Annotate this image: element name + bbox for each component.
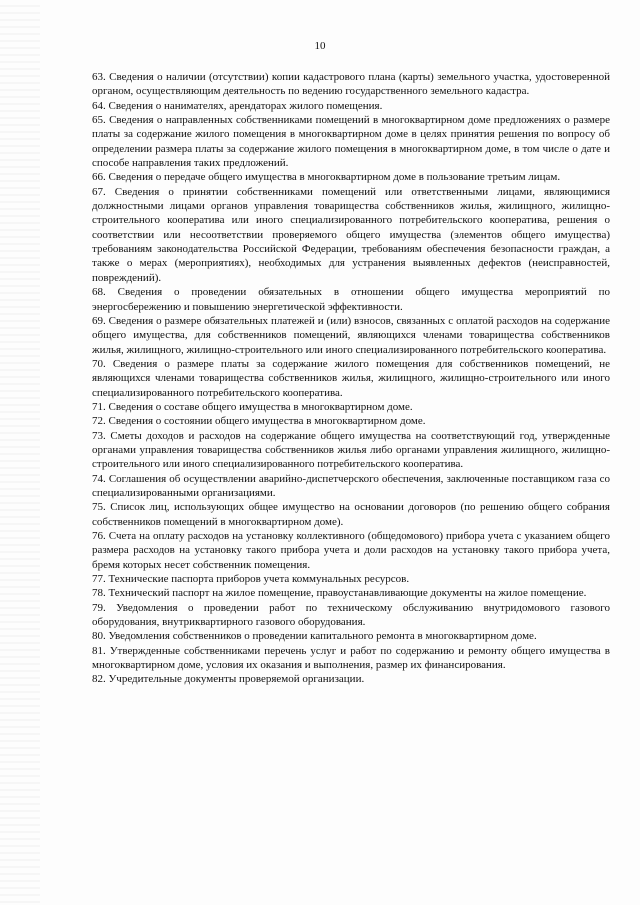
document-list xyxy=(92,70,610,687)
list-item: 73. Сметы доходов и расходов на содержание общего имущества на соответствующий год, утвержденные органами управления товарищества собственников жилья либо органами управления жилищного, жилищно-строительного или иного специализированного потребительского кооператива. xyxy=(92,429,610,471)
list-item: 70. Сведения о размере платы за содержание жилого помещения для собственников помещений, не являющихся членами товарищества собственников жилья, жилищного, жилищно-строительного или иного специализированного потребительского кооператива. xyxy=(92,357,610,399)
list-item: 69. Сведения о размере обязательных платежей и (или) взносов, связанных с оплатой расходов на содержание общего имущества, для собственников помещений, являющихся членами товарищества собственников жилья, жилищного, жилищно-строительного или иного специализированного потребительского кооператива. xyxy=(92,314,610,356)
list-item: 77. Технические паспорта приборов учета коммунальных ресурсов. xyxy=(92,573,410,586)
list-item: 64. Сведения о нанимателях, арендаторах жилого помещения. xyxy=(92,99,383,112)
list-item: 71. Сведения о составе общего имущества в многоквартирном доме. xyxy=(92,400,413,413)
list-item: 63. Сведения о наличии (отсутствии) копии кадастрового плана (карты) земельного участка, удостоверенной органом, осуществляющим деятельность по ведению государственного земельного кадастра. xyxy=(92,71,610,98)
list-item: 66. Сведения о передаче общего имущества в многоквартирном доме в пользование третьим лицам. xyxy=(92,171,561,184)
scan-margin-noise xyxy=(0,0,40,905)
list-item: 72. Сведения о состоянии общего имущества в многоквартирном доме. xyxy=(92,415,426,428)
list-item: 76. Счета на оплату расходов на установку коллективного (общедомового) прибора учета с указанием общего размера расходов на установку такого прибора учета и доли расходов на установку такого прибора учета, бремя которых несет собственник помещения. xyxy=(92,530,610,571)
list-item: 80. Уведомления собственников о проведении капитального ремонта в многоквартирном доме. xyxy=(92,630,537,643)
list-item: 68. Сведения о проведении обязательных в отношении общего имущества мероприятий по энергосбережению и повышению энергетической эффективности. xyxy=(92,286,610,313)
list-item: 82. Учредительные документы проверяемой организации. xyxy=(92,673,365,686)
list-item: 74. Соглашения об осуществлении аварийно-диспетчерского обеспечения, заключенные поставщиком газа со специализированными организациями. xyxy=(92,472,610,499)
list-item: 67. Сведения о принятии собственниками помещений или ответственными лицами, являющимися должностными лицами органов управления товарищества собственников жилья, жилищного, жилищно-строительного кооператива или иного специализированного потребительского кооператива, решения о соответствии или несоответствии проверяемого общего имущества (элементов общего имущества) требованиям законодательства Российской Федерации, требованиям обеспечения безопасности граждан, а также о мерах (мероприятиях), необходимых для устранения выявленных дефектов (неисправностей, повреждений). xyxy=(92,185,610,284)
list-item: 78. Технический паспорт на жилое помещение, правоустанавливающие документы на жилое помещение. xyxy=(92,587,587,600)
list-item: 75. Список лиц, использующих общее имущество на основании договоров (по решению общего собрания собственников помещений в многоквартирном доме). xyxy=(92,501,610,528)
list-item: 65. Сведения о направленных собственниками помещений в многоквартирном доме предложениях о размере платы за содержание жилого помещения в многоквартирном доме в целях принятия решения по вопросу об определении размера платы за содержание жилого помещения в многоквартирном доме, в том числе о дате и способе направления таких предложений. xyxy=(92,114,610,170)
list-item: 81. Утвержденные собственниками перечень услуг и работ по содержанию и ремонту общего имущества в многоквартирном доме, условия их оказания и выполнения, размер их финансирования. xyxy=(92,644,610,672)
page-number: 10 xyxy=(314,40,326,52)
list-item: 79. Уведомления о проведении работ по техническому обслуживанию внутридомового газового оборудования, внутриквартирного газового оборудования. xyxy=(92,601,610,629)
